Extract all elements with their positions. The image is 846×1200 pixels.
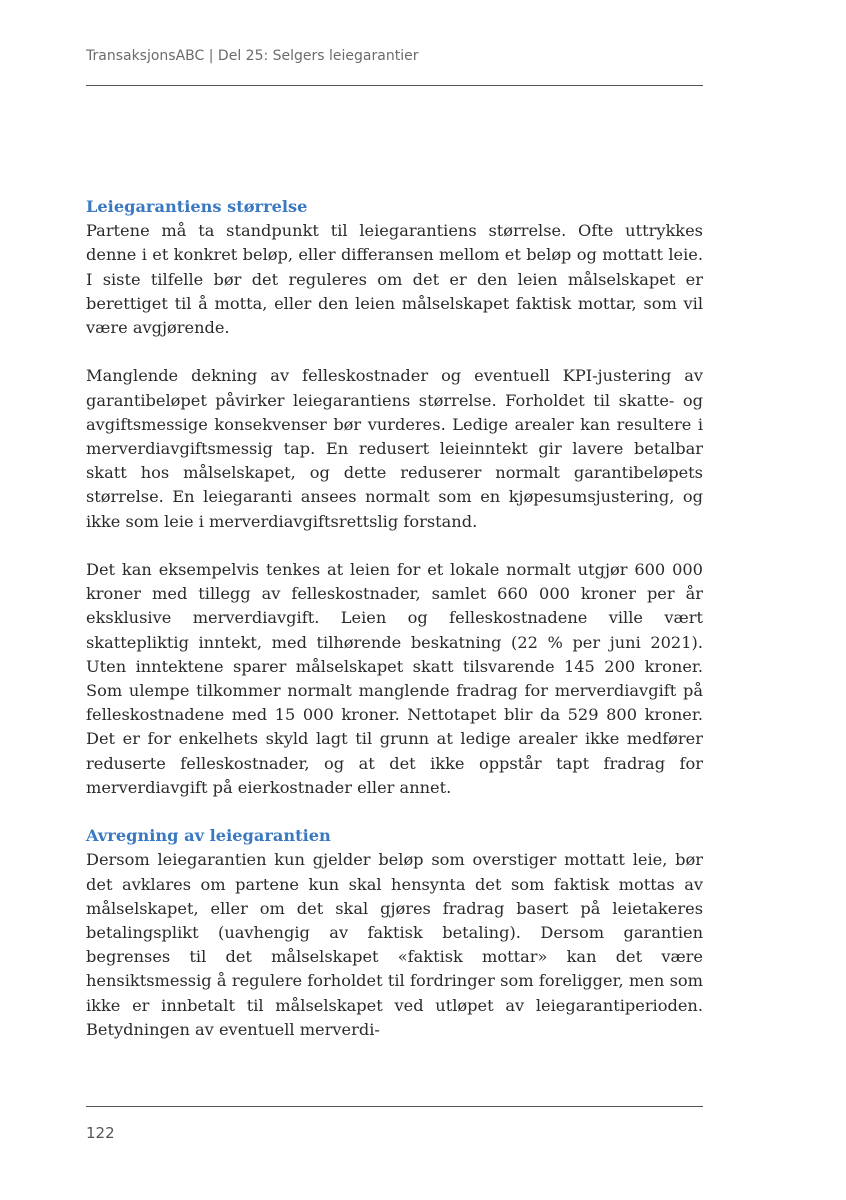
footer-rule (86, 1106, 703, 1107)
header-rule (86, 85, 703, 86)
body-paragraph: Manglende dekning av felleskostnader og eventuell KPI-justering av garantibeløpet påvirker leiegarantiens størrelse. Forholdet til skatte- og avgiftsmessige konsekvenser bør vurderes. Ledige arealer kan resultere i merverdiavgiftsmessig tap. En redusert leieinntekt gir lavere betalbar skatt hos målselskapet, og dette reduserer normalt garantibeløpets størrelse. En leiegaranti ansees normalt som en kjøpesumsjustering, og ikke som leie i merverdiavgiftsrettslig forstand. (86, 366, 703, 531)
section-heading-leiegarantiens-storrelse: Leiegarantiens størrelse (86, 197, 308, 216)
page-number: 122 (86, 1124, 115, 1142)
body-paragraph: Dersom leiegarantien kun gjelder beløp som overstiger mottatt leie, bør det avklares om partene kun skal hensynta det som faktisk mottas av målselskapet, eller om det skal gjøres fradrag basert på leietakeres betalingsplikt (uavhengig av faktisk betaling). Dersom garantien begrenses til det målselskapet «faktisk mottar» kan det være hensiktsmessig å regulere forholdet til fordringer som foreligger, men som ikke er innbetalt til målselskapet ved utløpet av leiegarantiperioden. Betydningen av eventuell merverdi- (86, 850, 703, 1039)
body-paragraph: Det kan eksempelvis tenkes at leien for et lokale normalt utgjør 600 000 kroner med tillegg av felleskostnader, samlet 660 000 kroner per år eksklusive merverdiavgift. Leien og felleskostnadene ville vært skattepliktig inntekt, med tilhørende beskatning (22 % per juni 2021). Uten inntektene sparer målselskapet skatt tilsvarende 145 200 kroner. Som ulempe tilkommer normalt manglende fradrag for merverdiavgift på felleskostnadene med 15 000 kroner. Nettotapet blir da 529 800 kroner. Det er for enkelhets skyld lagt til grunn at ledige arealer ikke medfører reduserte felleskostnader, og at det ikke oppstår tapt fradrag for merverdiavgift på eierkostnader eller annet. (86, 560, 703, 797)
running-header: TransaksjonsABC | Del 25: Selgers leiegarantier (86, 48, 419, 64)
page-body (86, 195, 703, 1042)
body-paragraph: Partene må ta standpunkt til leiegarantiens størrelse. Ofte uttrykkes denne i et konkret beløp, eller differansen mellom et beløp og mottatt leie. I siste tilfelle bør det reguleres om det er den leien målselskapet er berettiget til å motta, eller den leien målselskapet faktisk mottar, som vil være avgjørende. (86, 221, 703, 338)
section-heading-avregning: Avregning av leiegarantien (86, 826, 331, 846)
